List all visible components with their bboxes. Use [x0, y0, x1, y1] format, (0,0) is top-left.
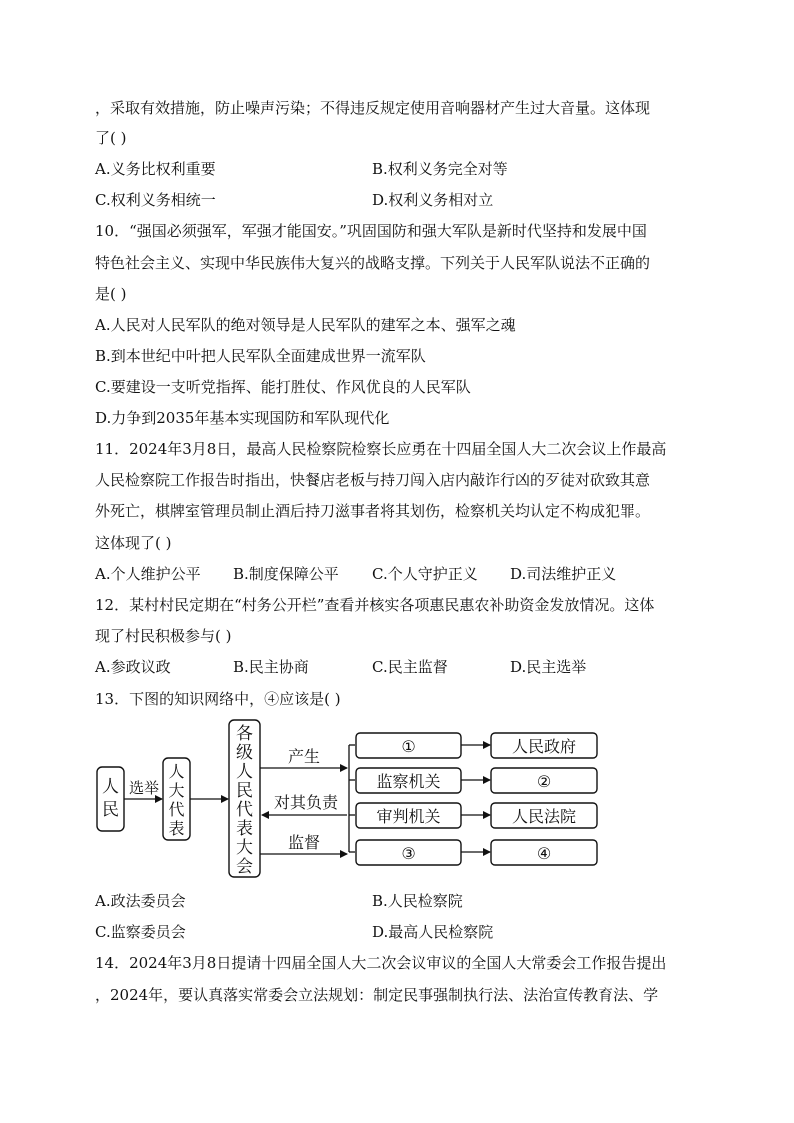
deputies-char-1: 人: [168, 762, 185, 781]
q12-option-b: B.民主协商: [233, 658, 309, 676]
left-box-2-label: 监察机关: [376, 772, 441, 791]
congress-char-2: 级: [236, 743, 253, 763]
q13-option-b: B.人民检察院: [372, 892, 463, 910]
congress-char-3: 人: [236, 762, 253, 782]
congress-char-8: 会: [236, 857, 253, 877]
q12-option-d: D.民主选举: [510, 658, 587, 676]
q13-option-c: C.监察委员会: [95, 923, 186, 941]
left-box-4-label: ③: [401, 844, 416, 863]
q14-text-line2: ，2024年，要认真落实常委会立法规划：制定民事强制执行法、法治宣传教育法、学: [95, 986, 659, 1004]
q10-option-a: A.人民对人民军队的绝对领导是人民军队的建军之本、强军之魂: [95, 316, 516, 334]
q11-option-b: B.制度保障公平: [233, 565, 339, 583]
q12-option-c: C.民主监督: [372, 658, 448, 676]
supervise-label: 监督: [288, 833, 321, 852]
q11-text-line2: 人民检察院工作报告时指出，快餐店老板与持刀闯入店内敲诈行凶的歹徒对砍致其意: [95, 471, 651, 489]
congress-char-4: 民: [236, 781, 253, 801]
q10-option-c: C.要建设一支听党指挥、能打胜仗、作风优良的人民军队: [95, 378, 471, 396]
right-box-4-label: ④: [536, 844, 552, 863]
q9-option-d: D.权利义务相对立: [372, 191, 494, 209]
deputies-char-4: 表: [168, 819, 185, 838]
q10-text-line3: 是( ): [95, 285, 127, 303]
right-box-2-label: ②: [536, 772, 552, 791]
left-box-1-label: ①: [401, 737, 416, 756]
q12-text-line1: 12．某村村民定期在“村务公开栏”查看并核实各项惠民惠农补助资金发放情况。这体: [95, 596, 655, 614]
q11-text-line1: 11．2024年3月8日，最高人民检察院检察长应勇在十四届全国人大二次会议上作最高: [95, 440, 667, 458]
people-label-2: 民: [102, 800, 119, 820]
left-box-3-label: 审判机关: [376, 807, 441, 826]
q11-text-line3: 外死亡，棋牌室管理员制止酒后持刀滋事者将其划伤，检察机关均认定不构成犯罪。: [95, 502, 651, 520]
congress-char-1: 各: [236, 724, 253, 744]
responsible-label: 对其负责: [274, 793, 339, 812]
q13-text-line1: 13．下图的知识网络中，④应该是( ): [95, 690, 341, 708]
q9-text-line1: ，采取有效措施，防止噪声污染；不得违反规定使用音响器材产生过大音量。这体现: [95, 99, 651, 117]
congress-char-6: 表: [236, 819, 253, 839]
q10-text-line2: 特色社会主义、实现中华民族伟大复兴的战略支撑。下列关于人民军队说法不正确的: [95, 254, 651, 272]
q10-option-b: B.到本世纪中叶把人民军队全面建成世界一流军队: [95, 347, 426, 365]
people-label-1: 人: [102, 777, 119, 797]
q13-option-a: A.政法委员会: [95, 892, 186, 910]
produce-label: 产生: [288, 747, 321, 766]
right-box-3-label: 人民法院: [511, 807, 577, 826]
q9-text-line2: 了( ): [95, 129, 127, 147]
q11-option-c: C.个人守护正义: [372, 565, 478, 583]
q12-option-a: A.参政议政: [95, 658, 171, 676]
congress-char-7: 大: [236, 838, 253, 858]
deputies-char-2: 大: [168, 781, 185, 800]
q9-option-b: B.权利义务完全对等: [372, 160, 508, 178]
q11-text-line4: 这体现了( ): [95, 534, 172, 552]
q9-option-a: A.义务比权利重要: [95, 160, 216, 178]
q14-text-line1: 14．2024年3月8日提请十四届全国人大二次会议审议的全国人大常委会工作报告提出: [95, 954, 667, 972]
q10-option-d: D.力争到2035年基本实现国防和军队现代化: [95, 409, 390, 427]
right-box-1-label: 人民政府: [511, 737, 577, 756]
q13-option-d: D.最高人民检察院: [372, 923, 494, 941]
elect-label: 选举: [129, 779, 160, 797]
q11-option-d: D.司法维护正义: [510, 565, 617, 583]
congress-char-5: 代: [236, 800, 253, 820]
q9-option-c: C.权利义务相统一: [95, 191, 216, 209]
q12-text-line2: 现了村民积极参与( ): [95, 627, 232, 645]
deputies-char-3: 代: [168, 800, 185, 819]
q11-option-a: A.个人维护公平: [95, 565, 201, 583]
q10-text-line1: 10．“强国必须强军，军强才能国安。”巩固国防和强大军队是新时代坚持和发展中国: [95, 222, 647, 240]
